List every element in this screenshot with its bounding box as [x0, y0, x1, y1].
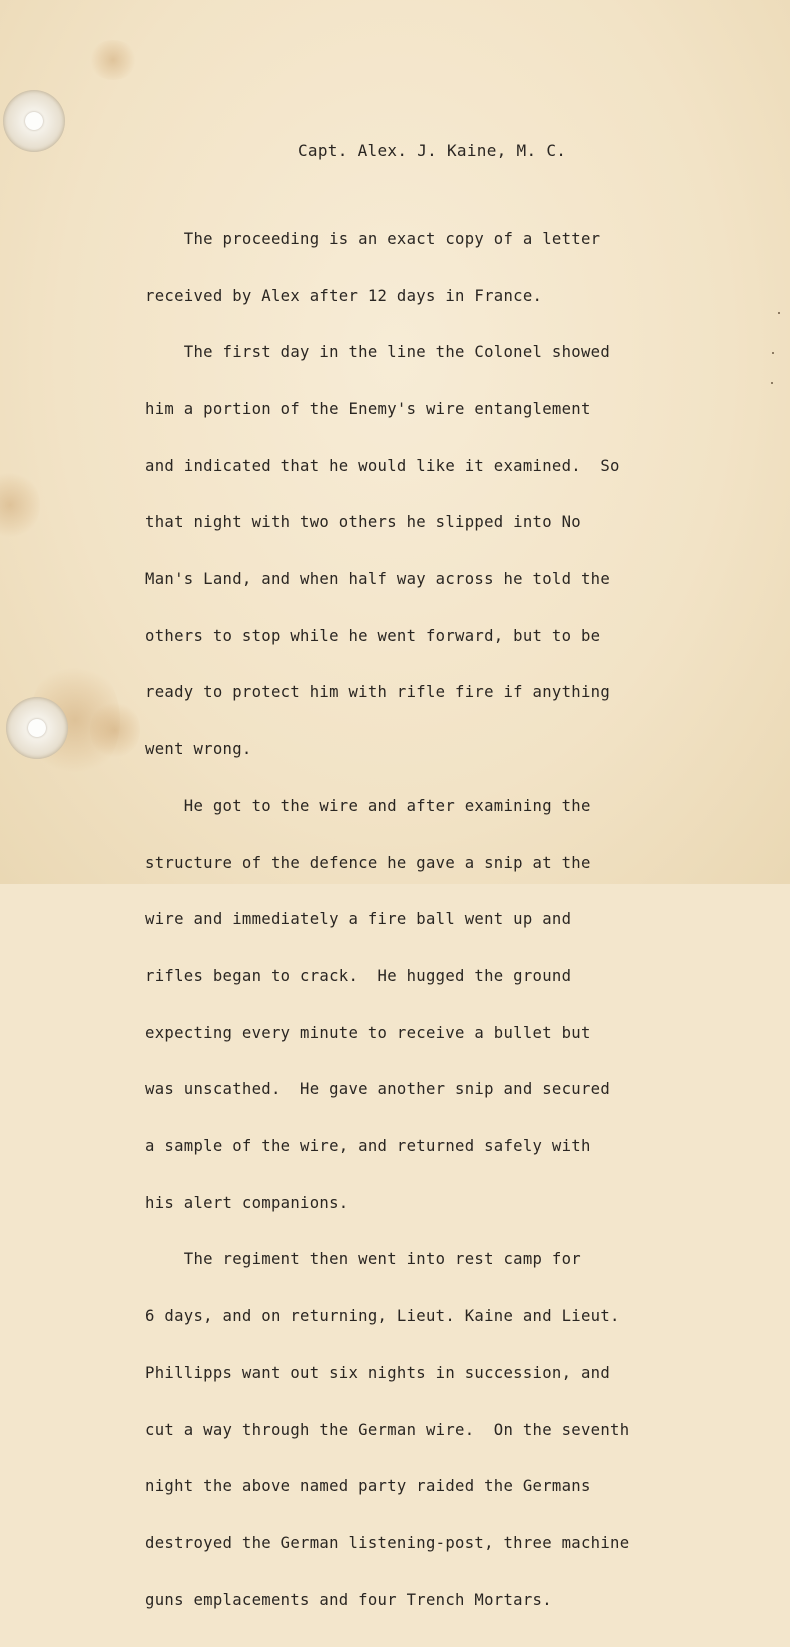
text-line: others to stop while he went forward, but to be	[145, 626, 601, 645]
text-line: He got to the wire and after examining the	[145, 796, 591, 815]
letter-body	[145, 192, 745, 1647]
paper-speck	[771, 382, 773, 384]
paper-stain	[0, 470, 40, 540]
text-line: The first day in the line the Colonel showed	[145, 343, 611, 362]
text-line: guns emplacements and four Trench Mortars.	[145, 1590, 552, 1609]
text-line: wire and immediately a fire ball went up and	[145, 910, 572, 929]
text-line: that night with two others he slipped into No	[145, 513, 581, 532]
text-line: him a portion of the Enemy's wire entanglement	[145, 399, 591, 418]
punch-hole-top	[3, 90, 65, 152]
text-line: cut a way through the German wire. On the seventh	[145, 1420, 630, 1439]
text-line: his alert companions.	[145, 1193, 349, 1212]
text-line: 6 days, and on returning, Lieut. Kaine and Lieut.	[145, 1307, 620, 1326]
text-line: a sample of the wire, and returned safely with	[145, 1137, 591, 1156]
paper-stain	[90, 700, 140, 760]
text-line: destroyed the German listening-post, three machine	[145, 1533, 630, 1552]
document-title: Capt. Alex. J. Kaine, M. C.	[298, 141, 567, 160]
text-line: received by Alex after 12 days in France.	[145, 286, 543, 305]
text-line: was unscathed. He gave another snip and secured	[145, 1080, 611, 1099]
text-line: The regiment then went into rest camp for	[145, 1250, 581, 1269]
text-line: structure of the defence he gave a snip at the	[145, 853, 591, 872]
text-line: Phillipps want out six nights in succession, and	[145, 1363, 611, 1382]
punch-hole-bottom	[6, 697, 68, 759]
text-line: night the above named party raided the Germans	[145, 1477, 591, 1496]
paper-stain	[88, 40, 138, 80]
text-line: Man's Land, and when half way across he told the	[145, 570, 611, 589]
text-line: and indicated that he would like it examined. So	[145, 456, 620, 475]
paper-speck	[778, 312, 780, 314]
text-line: ready to protect him with rifle fire if anything	[145, 683, 611, 702]
text-line: rifles began to crack. He hugged the ground	[145, 966, 572, 985]
text-line: went wrong.	[145, 740, 252, 759]
text-line: The proceeding is an exact copy of a letter	[145, 229, 601, 248]
text-line: expecting every minute to receive a bullet but	[145, 1023, 591, 1042]
paper-speck	[772, 352, 774, 354]
